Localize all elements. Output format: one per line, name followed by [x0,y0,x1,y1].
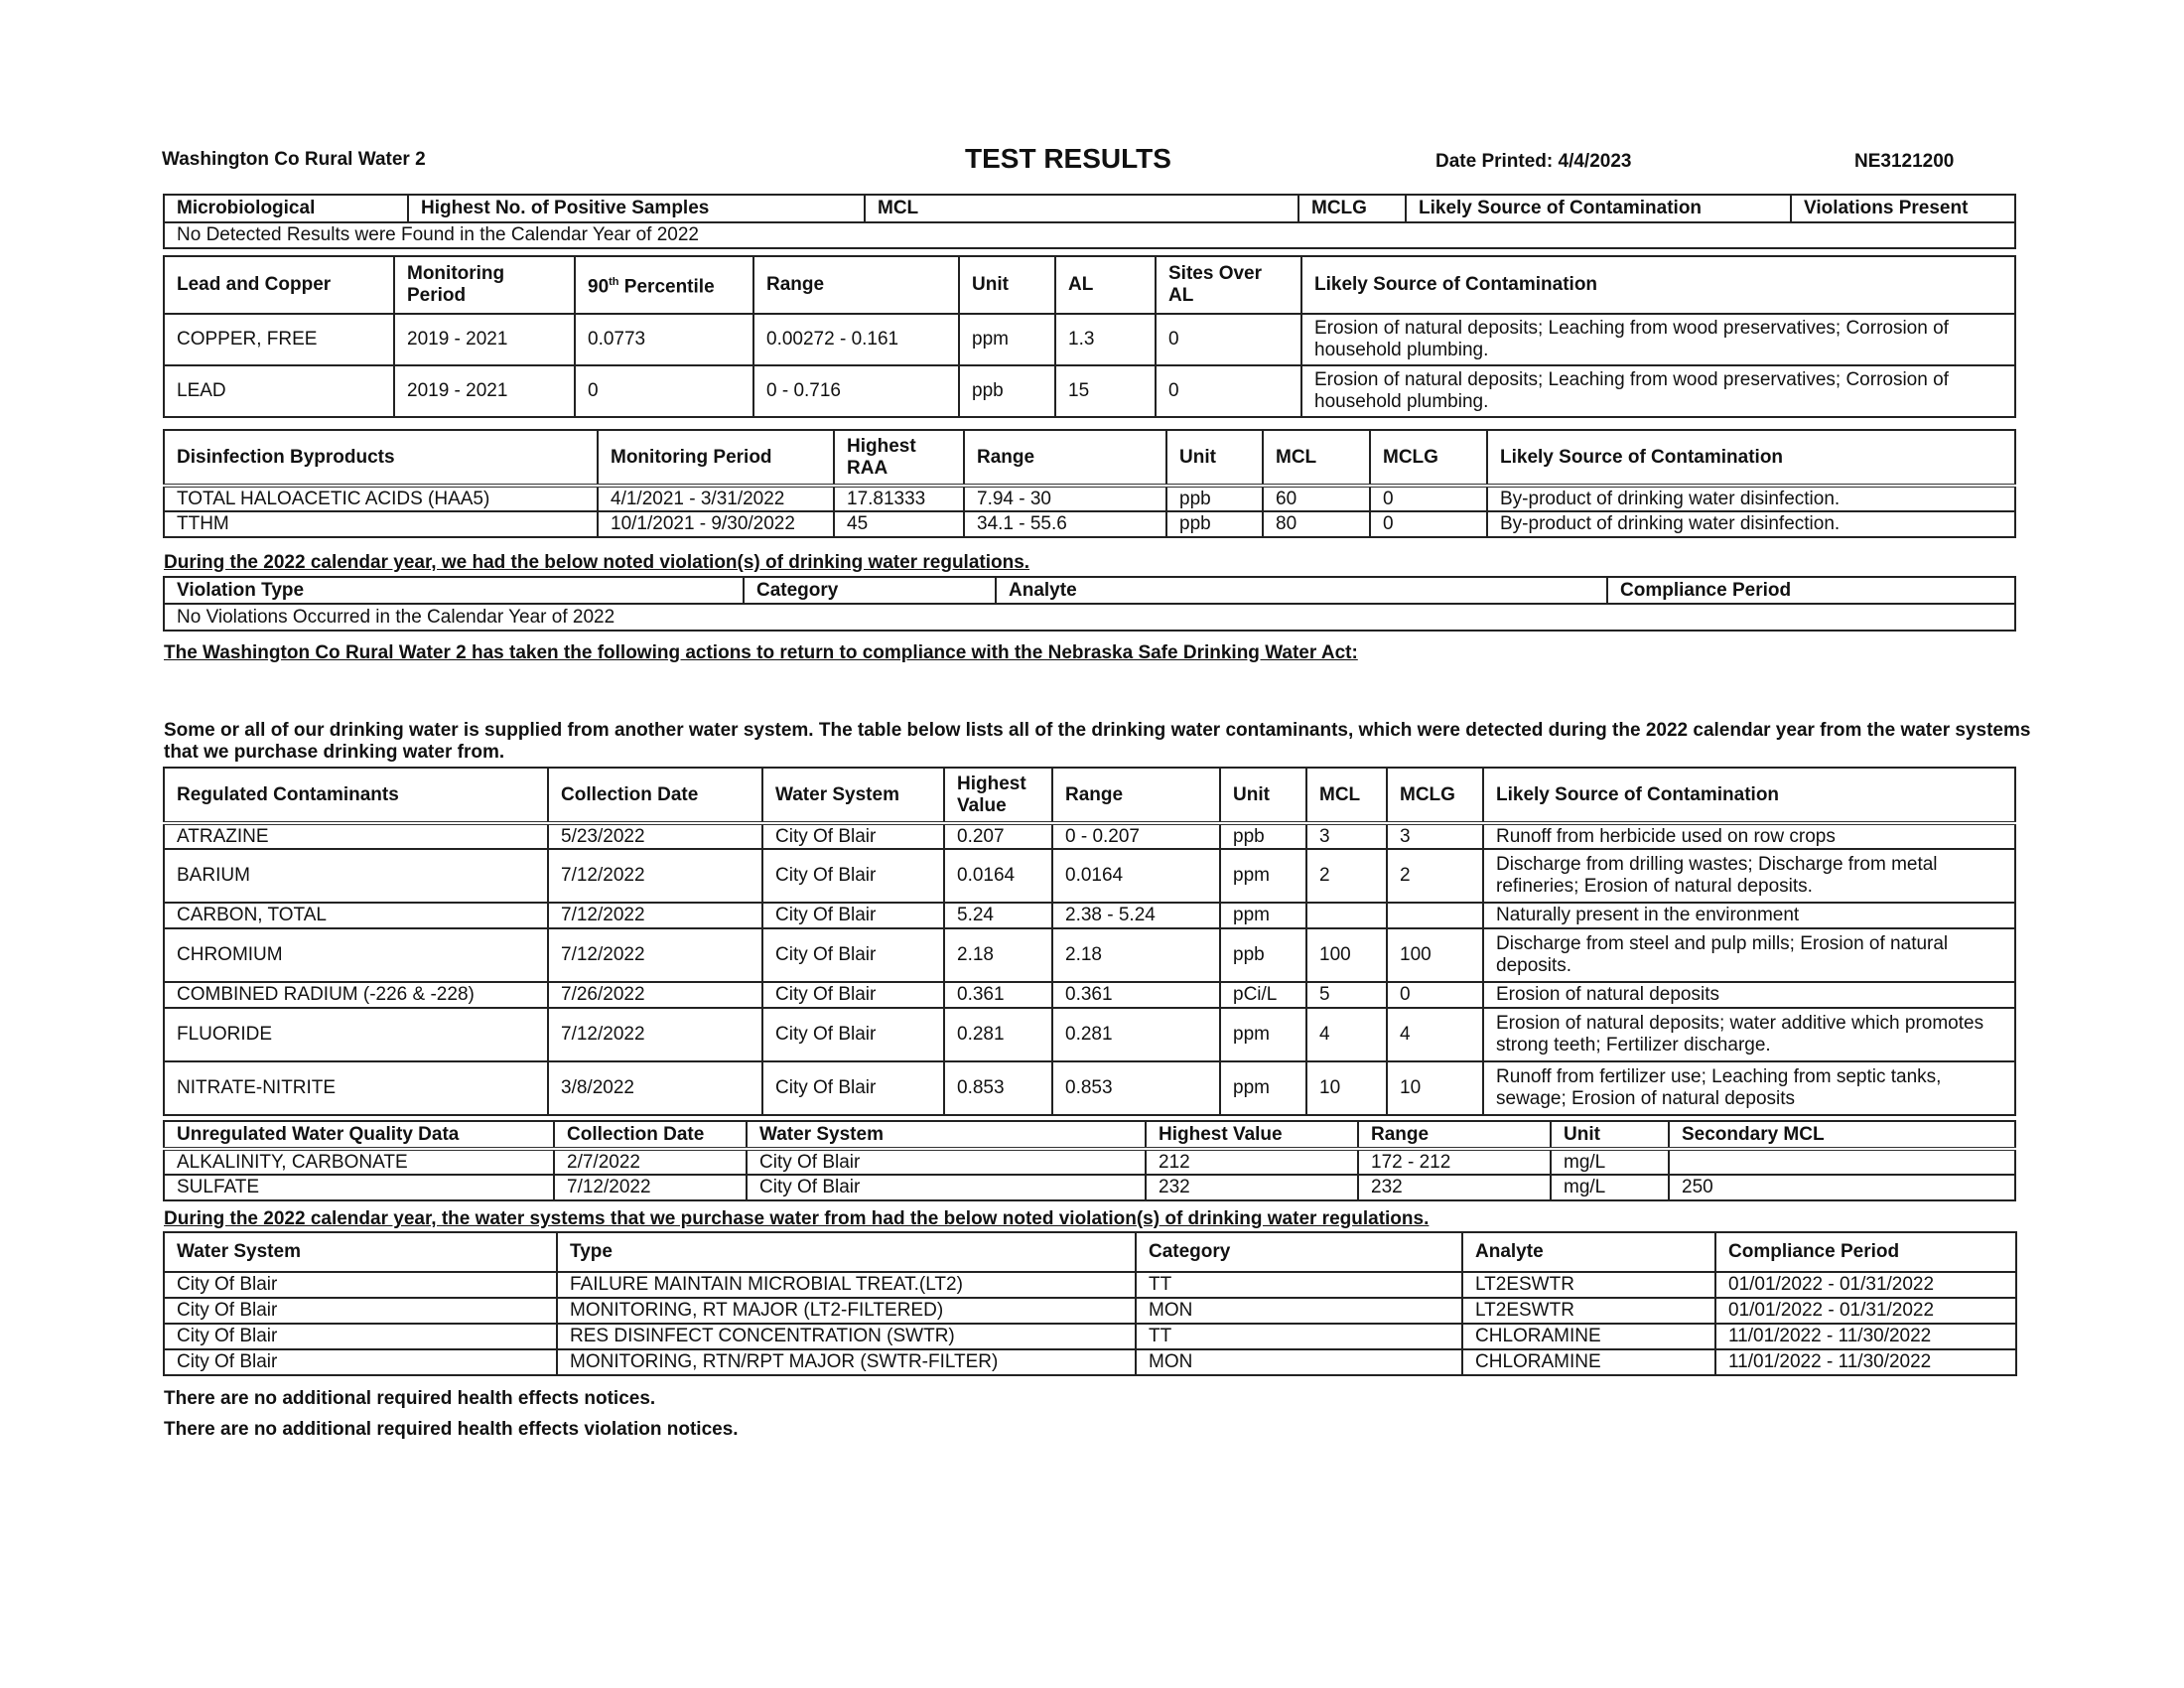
cell: 2.18 [1052,928,1220,982]
column-header: MCL [865,195,1298,222]
column-header: Unit [1220,768,1306,823]
column-header: MCLG [1387,768,1483,823]
cell: 0.207 [944,823,1052,849]
table-header-row [164,430,2015,486]
cell: FAILURE MAINTAIN MICROBIAL TREAT.(LT2) [557,1272,1136,1298]
cell: 34.1 - 55.6 [964,511,1166,537]
cell: COPPER, FREE [164,314,394,365]
column-header: MCLG [1370,430,1487,486]
cell: Runoff from herbicide used on row crops [1483,823,2015,849]
cell: mg/L [1551,1149,1669,1175]
cell: 2019 - 2021 [394,314,575,365]
cell: 0 [1387,982,1483,1008]
cell: 7/12/2022 [554,1175,747,1200]
column-header: Range [1052,768,1220,823]
cell: 232 [1146,1175,1358,1200]
cell: 0.0164 [944,849,1052,903]
table-row [164,486,2015,511]
column-header: MCL [1263,430,1370,486]
column-header: Type [557,1232,1136,1272]
cell: 4 [1387,1008,1483,1061]
column-header: Unit [1166,430,1263,486]
cell: ppm [1220,849,1306,903]
table-header-row [164,577,2015,604]
cell: 212 [1146,1149,1358,1175]
cell: 4 [1306,1008,1387,1061]
cell: 2/7/2022 [554,1149,747,1175]
column-header: Likely Source of Contamination [1301,256,2015,314]
cell: MON [1136,1298,1462,1324]
column-header: Range [753,256,959,314]
cell: ppm [1220,1061,1306,1115]
unregulated-table [163,1120,2016,1201]
cell: 0.361 [944,982,1052,1008]
cell: LEAD [164,365,394,417]
cell: 0.853 [944,1061,1052,1115]
table-row [164,314,2015,365]
column-header: Unit [1551,1121,1669,1149]
page-title: TEST RESULTS [965,143,1171,174]
cell: TT [1136,1272,1462,1298]
cell: 100 [1387,928,1483,982]
cell: City Of Blair [762,1008,944,1061]
cell: 11/01/2022 - 11/30/2022 [1715,1324,2016,1349]
column-header: Range [964,430,1166,486]
cell: 4/1/2021 - 3/31/2022 [598,486,834,511]
cell: 45 [834,511,964,537]
cell: 232 [1358,1175,1551,1200]
cell: 01/01/2022 - 01/31/2022 [1715,1272,2016,1298]
table-row [164,511,2015,537]
purchased-water-intro: Some or all of our drinking water is supplied from another water system. The table below lists all of the drinking water contaminants, which were detected during the 2022 calendar year from the water systems that we purchase drinking water from. [164,720,2031,763]
cell: 7/12/2022 [548,1008,762,1061]
cell: CHLORAMINE [1462,1324,1715,1349]
cell: 10/1/2021 - 9/30/2022 [598,511,834,537]
violations-table [163,576,2016,632]
cell: CHROMIUM [164,928,548,982]
lead-copper-table [163,255,2016,418]
date-printed: Date Printed: 4/4/2023 [1435,151,1632,172]
column-header: Regulated Contaminants [164,768,548,823]
cell: LT2ESWTR [1462,1298,1715,1324]
column-header: Secondary MCL [1669,1121,2015,1149]
cell: ppb [1220,823,1306,849]
table-row [164,604,2015,631]
cell: 0.00272 - 0.161 [753,314,959,365]
cell: City Of Blair [762,849,944,903]
cell: ppb [1220,928,1306,982]
cell: 5.24 [944,903,1052,928]
compliance-actions-heading: The Washington Co Rural Water 2 has taken the following actions to return to compliance with the Nebraska Safe Drinking Water Act: [164,642,1358,663]
cell [1306,903,1387,928]
cell: 5 [1306,982,1387,1008]
cell: 7/12/2022 [548,928,762,982]
cell: 10 [1306,1061,1387,1115]
cell: Erosion of natural deposits [1483,982,2015,1008]
cell: Naturally present in the environment [1483,903,2015,928]
column-header: Highest Value [1146,1121,1358,1149]
cell: Erosion of natural deposits; Leaching from wood preservatives; Corrosion of household plumbing. [1301,365,2015,417]
cell: 1.3 [1055,314,1156,365]
table-row [164,1061,2015,1115]
cell: 2019 - 2021 [394,365,575,417]
cell: 2 [1387,849,1483,903]
cell: MON [1136,1349,1462,1375]
column-header: Likely Source of Contamination [1406,195,1791,222]
cell: 7/12/2022 [548,849,762,903]
cell: pCi/L [1220,982,1306,1008]
cell: ppb [1166,511,1263,537]
cell: 0.281 [944,1008,1052,1061]
cell: 0 [1370,486,1487,511]
cell: ppm [959,314,1055,365]
cell: 0 - 0.716 [753,365,959,417]
cell: Runoff from fertilizer use; Leaching from septic tanks, sewage; Erosion of natural deposits [1483,1061,2015,1115]
cell: TTHM [164,511,598,537]
column-header: Highest Value [944,768,1052,823]
cell: ppb [959,365,1055,417]
cell: CARBON, TOTAL [164,903,548,928]
cell: 60 [1263,486,1370,511]
column-header: Violation Type [164,577,744,604]
cell: TOTAL HALOACETIC ACIDS (HAA5) [164,486,598,511]
cell: By-product of drinking water disinfection. [1487,511,2015,537]
no-results-message: No Detected Results were Found in the Calendar Year of 2022 [164,222,2015,248]
cell: 2 [1306,849,1387,903]
table-row [164,823,2015,849]
column-header: Analyte [996,577,1607,604]
cell: 0.853 [1052,1061,1220,1115]
cell: City Of Blair [747,1149,1146,1175]
cell: By-product of drinking water disinfection. [1487,486,2015,511]
cell: mg/L [1551,1175,1669,1200]
cell: CHLORAMINE [1462,1349,1715,1375]
cell [1669,1149,2015,1175]
cell: City Of Blair [164,1272,557,1298]
column-header: AL [1055,256,1156,314]
column-header: Collection Date [554,1121,747,1149]
table-row [164,1149,2015,1175]
table-row [164,1272,2016,1298]
system-id: NE3121200 [1854,151,1955,172]
cell: Discharge from steel and pulp mills; Erosion of natural deposits. [1483,928,2015,982]
cell: 0 [1370,511,1487,537]
column-header: Category [744,577,996,604]
health-effects-violation-notice: There are no additional required health effects violation notices. [164,1419,739,1440]
table-header-row [164,195,2015,222]
column-header: Water System [762,768,944,823]
cell: MONITORING, RTN/RPT MAJOR (SWTR-FILTER) [557,1349,1136,1375]
column-header: Disinfection Byproducts [164,430,598,486]
column-header: Sites Over AL [1156,256,1301,314]
column-header: Compliance Period [1715,1232,2016,1272]
cell: 250 [1669,1175,2015,1200]
table-header-row [164,768,2015,823]
cell: SULFATE [164,1175,554,1200]
health-effects-notice: There are no additional required health effects notices. [164,1388,656,1409]
cell: 7/12/2022 [548,903,762,928]
cell: TT [1136,1324,1462,1349]
cell: 3 [1387,823,1483,849]
cell: 80 [1263,511,1370,537]
column-header: MCL [1306,768,1387,823]
cell: 2.18 [944,928,1052,982]
column-header: Unregulated Water Quality Data [164,1121,554,1149]
cell: 5/23/2022 [548,823,762,849]
cell: City Of Blair [762,823,944,849]
cell: ALKALINITY, CARBONATE [164,1149,554,1175]
cell: ppm [1220,903,1306,928]
column-header: Water System [747,1121,1146,1149]
column-header: Monitoring Period [394,256,575,314]
column-header: Lead and Copper [164,256,394,314]
purchased-violations-intro: During the 2022 calendar year, the water systems that we purchase water from had the below noted violation(s) of drinking water regulations. [164,1208,1430,1229]
cell: City Of Blair [164,1324,557,1349]
cell: 17.81333 [834,486,964,511]
column-header: Microbiological [164,195,408,222]
cell: Discharge from drilling wastes; Discharge from metal refineries; Erosion of natural deposits. [1483,849,2015,903]
cell: COMBINED RADIUM (-226 & -228) [164,982,548,1008]
column-header: Compliance Period [1607,577,2015,604]
disinfection-byproducts-table [163,429,2016,538]
cell: City Of Blair [164,1349,557,1375]
column-header: MCLG [1298,195,1406,222]
cell: 172 - 212 [1358,1149,1551,1175]
cell: 3/8/2022 [548,1061,762,1115]
cell [1387,903,1483,928]
cell: 7.94 - 30 [964,486,1166,511]
column-header: Collection Date [548,768,762,823]
cell: 11/01/2022 - 11/30/2022 [1715,1349,2016,1375]
purchased-violations-table [163,1231,2017,1376]
table-row [164,1298,2016,1324]
column-header: Highest RAA [834,430,964,486]
table-row [164,849,2015,903]
cell: ATRAZINE [164,823,548,849]
cell: City Of Blair [762,928,944,982]
column-header: Water System [164,1232,557,1272]
cell: ppb [1166,486,1263,511]
table-row [164,903,2015,928]
cell: Erosion of natural deposits; Leaching from wood preservatives; Corrosion of household plumbing. [1301,314,2015,365]
cell: 15 [1055,365,1156,417]
table-header-row [164,1121,2015,1149]
no-violations-message: No Violations Occurred in the Calendar Year of 2022 [164,604,2015,631]
cell: City Of Blair [164,1298,557,1324]
column-header: Likely Source of Contamination [1487,430,2015,486]
microbiological-table [163,194,2016,249]
column-header: Unit [959,256,1055,314]
cell: City Of Blair [762,903,944,928]
table-row [164,982,2015,1008]
cell: 10 [1387,1061,1483,1115]
cell: FLUORIDE [164,1008,548,1061]
cell: LT2ESWTR [1462,1272,1715,1298]
cell: MONITORING, RT MAJOR (LT2-FILTERED) [557,1298,1136,1324]
cell: 2.38 - 5.24 [1052,903,1220,928]
table-row [164,1175,2015,1200]
cell: RES DISINFECT CONCENTRATION (SWTR) [557,1324,1136,1349]
cell: 0.0773 [575,314,753,365]
column-header: Violations Present [1791,195,2015,222]
cell: 0 [575,365,753,417]
cell: 0 [1156,314,1301,365]
column-header: Analyte [1462,1232,1715,1272]
cell: 0.361 [1052,982,1220,1008]
table-row [164,1008,2015,1061]
cell: BARIUM [164,849,548,903]
table-row [164,1324,2016,1349]
cell: City Of Blair [762,1061,944,1115]
cell: 100 [1306,928,1387,982]
cell: 0.281 [1052,1008,1220,1061]
regulated-contaminants-table [163,767,2016,1116]
cell: 0 - 0.207 [1052,823,1220,849]
cell: NITRATE-NITRITE [164,1061,548,1115]
table-row [164,222,2015,248]
cell: 0.0164 [1052,849,1220,903]
column-header: 90th Percentile [575,256,753,314]
table-row [164,1349,2016,1375]
system-name: Washington Co Rural Water 2 [162,149,426,170]
column-header: Likely Source of Contamination [1483,768,2015,823]
cell: City Of Blair [747,1175,1146,1200]
table-header-row [164,256,2015,314]
cell: 3 [1306,823,1387,849]
cell: 01/01/2022 - 01/31/2022 [1715,1298,2016,1324]
violations-intro: During the 2022 calendar year, we had the below noted violation(s) of drinking water regulations. [164,552,1030,573]
column-header: Highest No. of Positive Samples [408,195,865,222]
table-row [164,365,2015,417]
column-header: Category [1136,1232,1462,1272]
cell: Erosion of natural deposits; water additive which promotes strong teeth; Fertilizer discharge. [1483,1008,2015,1061]
cell: 0 [1156,365,1301,417]
column-header: Range [1358,1121,1551,1149]
column-header: Monitoring Period [598,430,834,486]
table-header-row [164,1232,2016,1272]
cell: 7/26/2022 [548,982,762,1008]
cell: ppm [1220,1008,1306,1061]
cell: City Of Blair [762,982,944,1008]
table-row [164,928,2015,982]
